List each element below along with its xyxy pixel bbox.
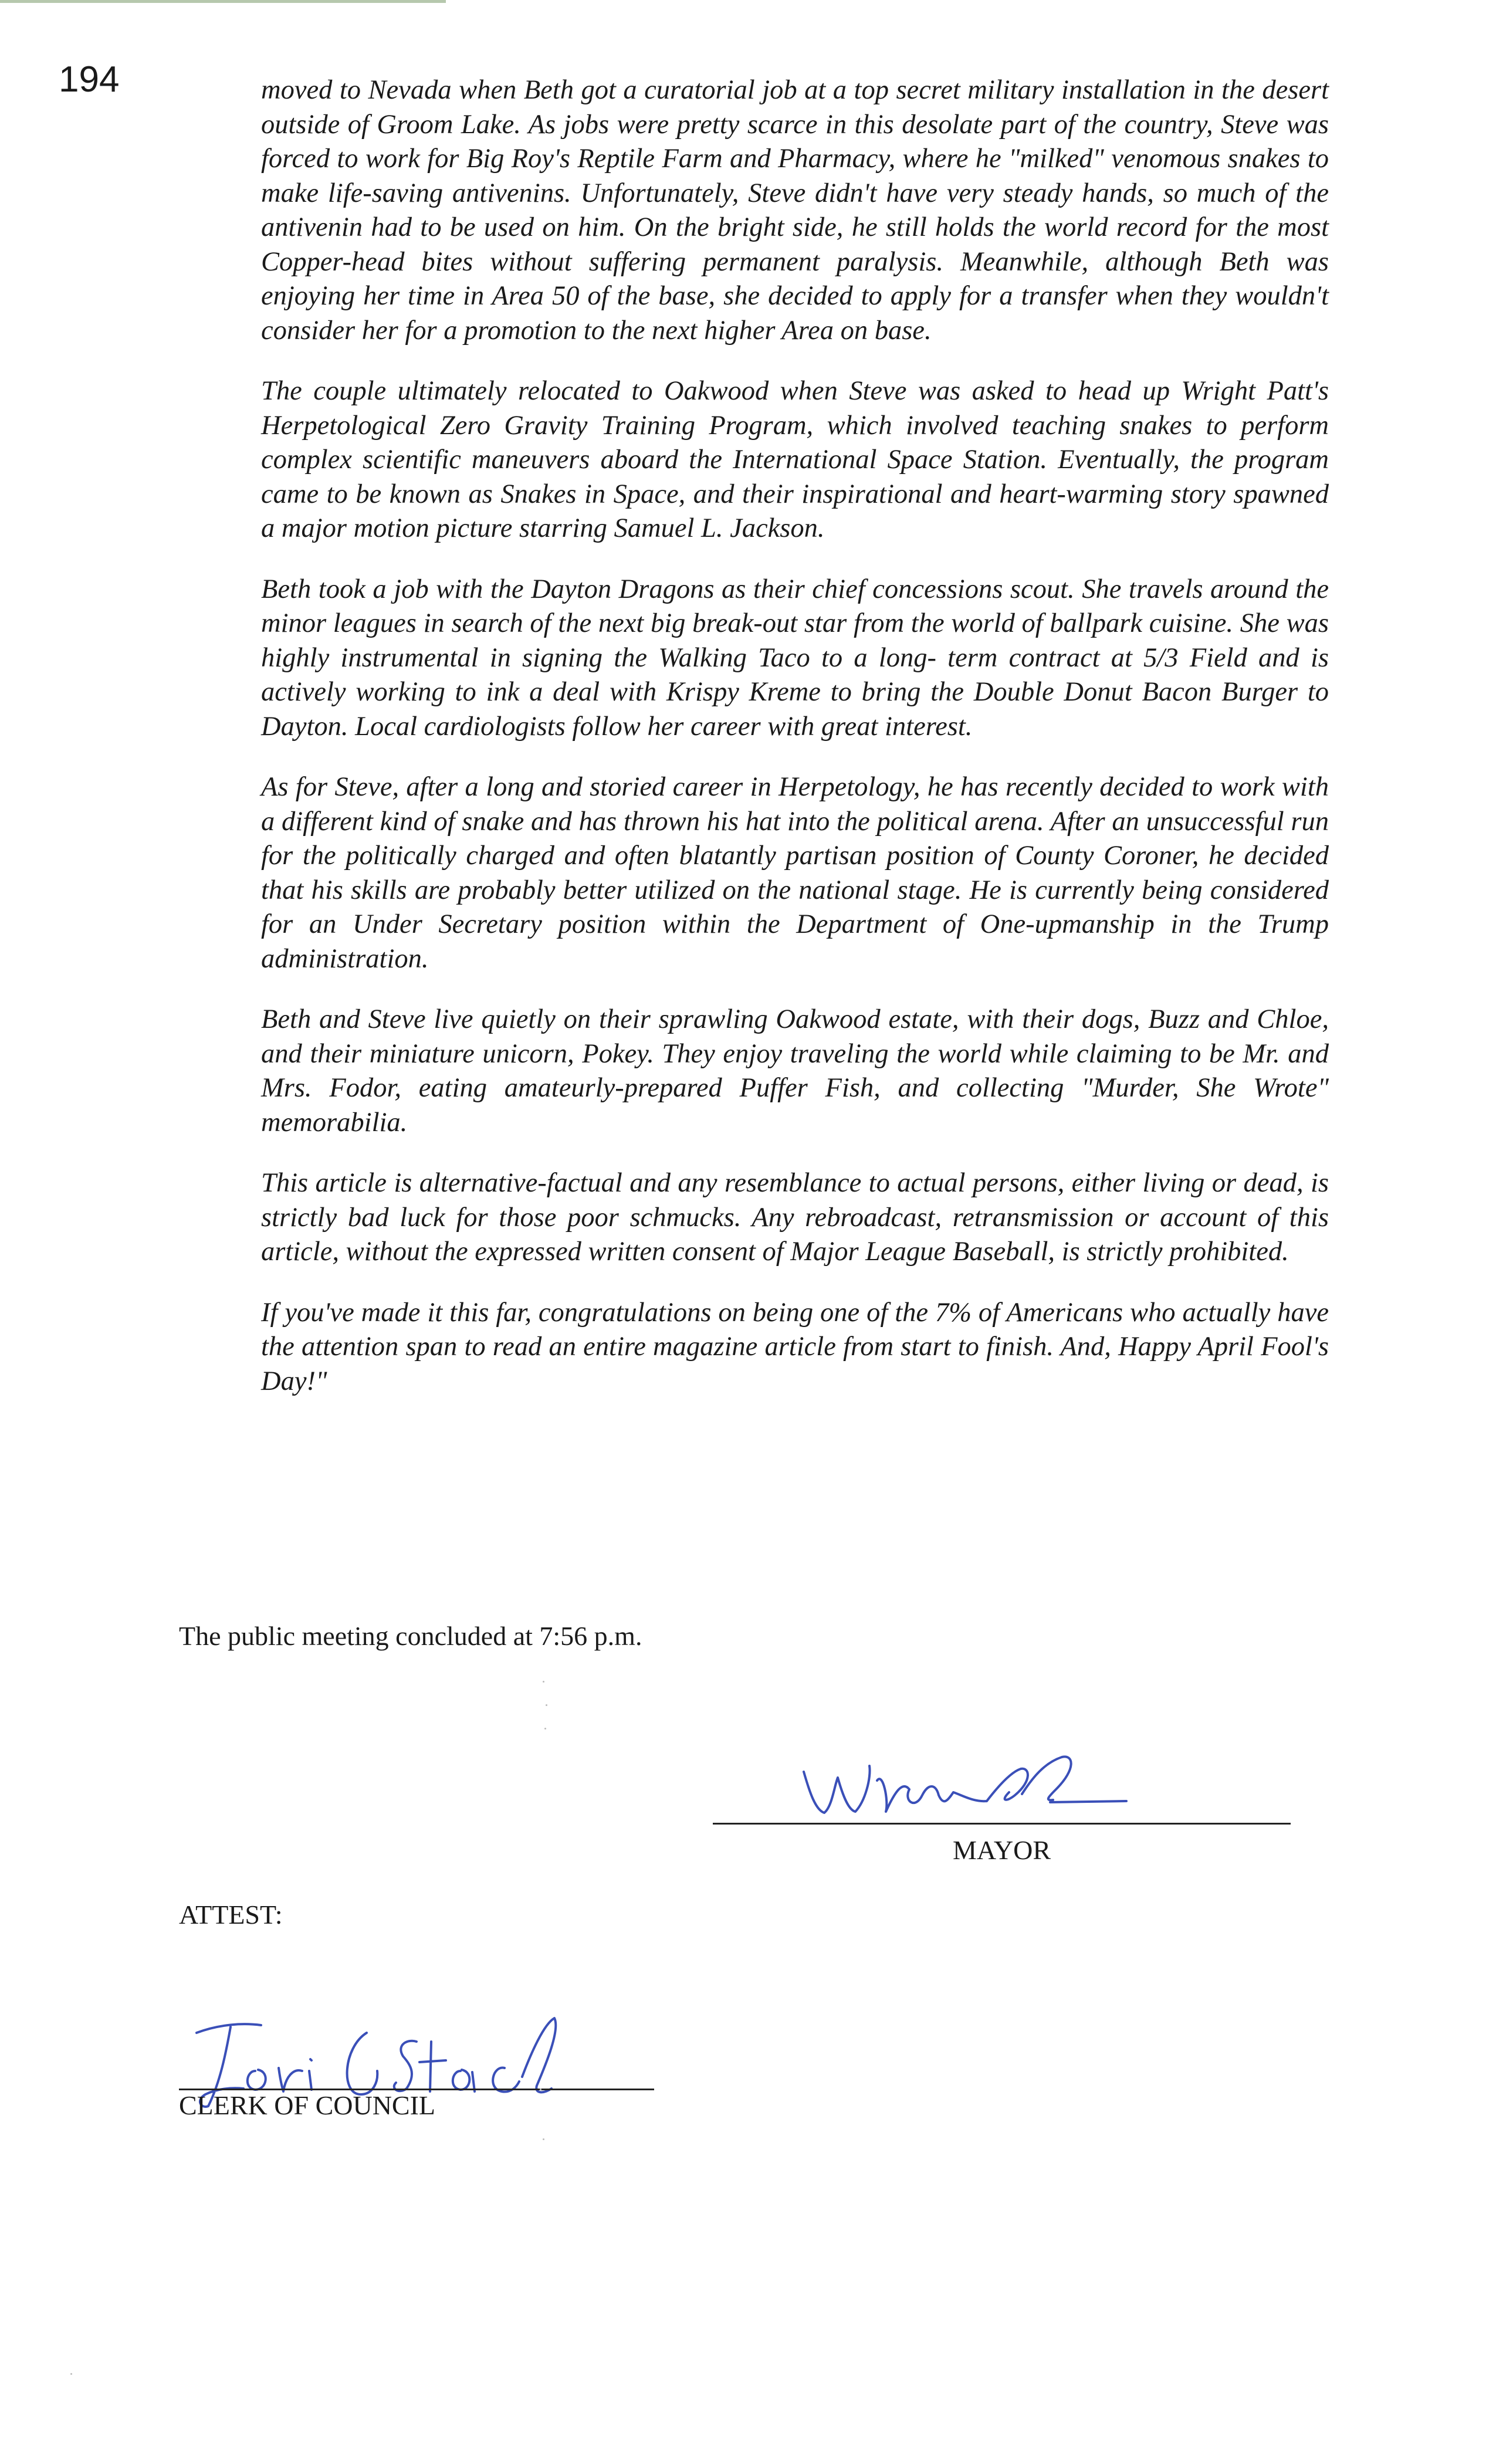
article-body: [261, 73, 1329, 1425]
article-paragraph-2: The couple ultimately relocated to Oakwood when Steve was asked to head up Wright Patt's Herpetological Zero Gravity Training Program, which involved teaching snakes to perform complex scientific maneuvers aboard the International Space Station. Eventually, the program came to be known as Snakes in Space, and their inspirational and heart-warming story spawned a major motion picture starring Samuel L. Jackson.: [261, 376, 1329, 543]
scan-speck: [540, 2089, 541, 2090]
article-paragraph-5: Beth and Steve live quietly on their sprawling Oakwood estate, with their dogs, Buzz and Chloe, and their miniature unicorn, Pokey. They enjoy traveling the world while claiming to be Mr. and Mrs. Fodor, eating amateurly-prepared Puffer Fish, and collecting "Murder, She Wrote" memorabilia.: [261, 1004, 1329, 1138]
clerk-label: CLERK OF COUNCIL: [179, 2090, 436, 2120]
scan-speck: [543, 1681, 544, 1683]
scan-speck: [70, 2373, 72, 2375]
article-paragraph-7: If you've made it this far, congratulations on being one of the 7% of Americans who actually have the attention span to read an entire magazine article from start to finish. And, Happy April Fool's Day!": [261, 1297, 1329, 1396]
article-paragraph-6: This article is alternative-factual and any resemblance to actual persons, either living or dead, is strictly bad luck for those poor schmucks. Any rebroadcast, retransmission or account of this article, without the expressed written consent of Major League Baseball, is strictly prohibited.: [261, 1168, 1329, 1267]
article-paragraph-1: moved to Nevada when Beth got a curatorial job at a top secret military installation in the desert outside of Groom Lake. As jobs were pretty scarce in this desolate part of the country, Steve was forced to work for Big Roy's Reptile Farm and Pharmacy, where he "milked" venomous snakes to make life-saving antivenins. Unfortunately, Steve didn't have very steady hands, so much of the antivenin had to be used on him. On the bright side, he still holds the world record for the most Copper-head bites without suffering permanent paralysis. Meanwhile, although Beth was enjoying her time in Area 50 of the base, she decided to apply for a transfer when they wouldn't consider her for a promotion to the next higher Area on base.: [261, 75, 1329, 346]
scan-speck: [543, 2138, 544, 2140]
scan-speck: [544, 1728, 546, 1729]
mayor-label: MAYOR: [952, 1835, 1051, 1865]
scan-speck: [546, 1704, 547, 1706]
attest-label: ATTEST:: [179, 1900, 283, 1930]
meeting-closing-statement: The public meeting concluded at 7:56 p.m.: [179, 1621, 642, 1651]
mayor-signature-icon: [769, 1737, 1132, 1830]
article-paragraph-3: Beth took a job with the Dayton Dragons as their chief concessions scout. She travels around the minor leagues in search of the next big break-out star from the world of ballpark cuisine. She was highly instrumental in signing the Walking Taco to a long- term contract at 5/3 Field and is actively working to ink a deal with Krispy Kreme to bring the Double Donut Bacon Burger to Dayton. Local cardiologists follow her career with great interest.: [261, 574, 1329, 742]
mayor-signature-line: [713, 1823, 1291, 1825]
page-number: 194: [59, 59, 120, 100]
top-border-rule: [0, 0, 446, 3]
article-paragraph-4: As for Steve, after a long and storied career in Herpetology, he has recently decided to work with a different kind of snake and has thrown his hat into the political arena. After an unsuccessful run for the politically charged and often blatantly partisan position of County Coroner, he decided that his skills are probably better utilized on the national stage. He is currently being considered for an Under Secretary position within the Department of One-upmanship in the Trump administration.: [261, 772, 1329, 974]
